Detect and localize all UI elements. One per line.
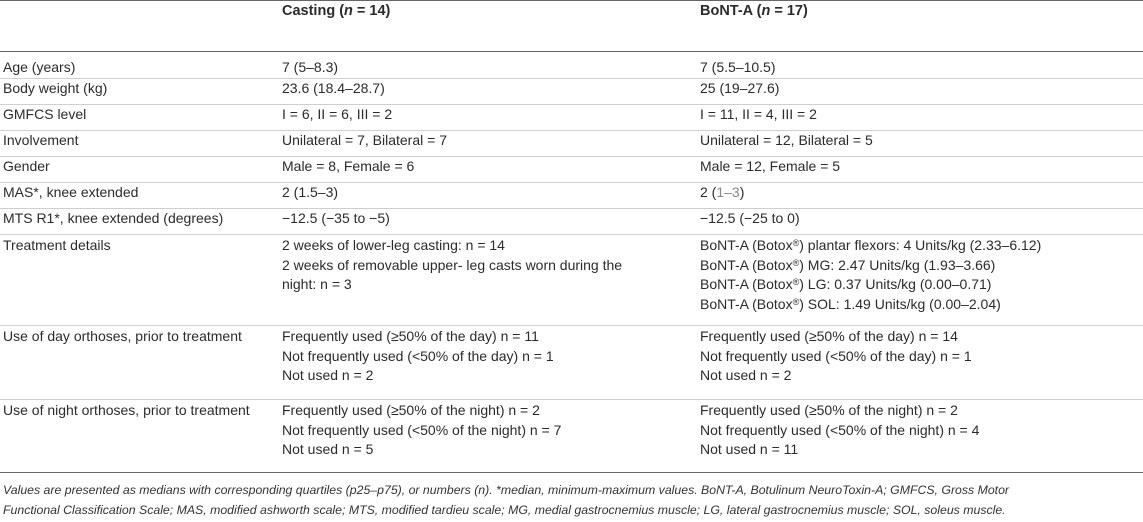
casting-value: 7 (5–8.3) [282,52,700,79]
bont-night-orthoses: Frequently used (≥50% of the night) n = 2 Not frequently used (<50% of the night) n = 4 Not used n = 11 [700,400,1143,473]
footnote-line: Values are presented as medians with corresponding quartiles (p25–p75), or numbers (n). *median, minimum-maximum values. BoNT-A, Botulinum NeuroToxin-A; GMFCS, Gross Motor [3,483,1010,497]
bont-value: 2 (1–3) [700,183,1143,209]
bont-value: I = 11, II = 4, III = 2 [700,105,1143,131]
table-row [0,79,1143,105]
footnote-line: Functional Classification Scale; MAS, modified ashworth scale; MTS, modified tardieu scale; MG, medial gastrocnemius muscle; LG, lateral gastrocnemius muscle; SOL, soleus muscle. [3,503,1006,517]
row-label: Involvement [0,131,282,157]
casting-value: −12.5 (−35 to −5) [282,209,700,235]
bont-value: Unilateral = 12, Bilateral = 5 [700,131,1143,157]
table-row [0,131,1143,157]
table-header-row [0,1,1143,52]
row-label: Body weight (kg) [0,79,282,105]
bont-day-orthoses: Frequently used (≥50% of the day) n = 14 Not frequently used (<50% of the day) n = 1 Not used n = 2 [700,326,1143,400]
table-row-treatment [0,235,1143,326]
bont-value: 25 (19–27.6) [700,79,1143,105]
row-label: MAS*, knee extended [0,183,282,209]
table-row [0,105,1143,131]
row-label: Use of day orthoses, prior to treatment [0,326,282,400]
header-casting: Casting (n = 14) [282,1,700,52]
bont-value: Male = 12, Female = 5 [700,157,1143,183]
casting-value: I = 6, II = 6, III = 2 [282,105,700,131]
row-label: Treatment details [0,235,282,326]
bont-value: −12.5 (−25 to 0) [700,209,1143,235]
header-label-col [0,1,282,52]
table-footnote [3,480,1141,520]
row-label: Age (years) [0,52,282,79]
casting-treatment: 2 weeks of lower-leg casting: n = 14 2 weeks of removable upper- leg casts worn during the night: n = 3 [282,235,700,326]
casting-night-orthoses: Frequently used (≥50% of the night) n = 2 Not frequently used (<50% of the night) n = 7 Not used n = 5 [282,400,700,473]
casting-day-orthoses: Frequently used (≥50% of the day) n = 11 Not frequently used (<50% of the day) n = 1 Not used n = 2 [282,326,700,400]
bont-treatment: BoNT-A (Botox®) plantar flexors: 4 Units/kg (2.33–6.12) BoNT-A (Botox®) MG: 2.47 Units/kg (1.93–3.66) BoNT-A (Botox®) LG: 0.37 Units/kg (0.00–0.71) BoNT-A (Botox®) SOL: 1.49 Units/kg (0.00–2.04) [700,235,1143,326]
table-row-day-orthoses [0,326,1143,400]
row-label: Gender [0,157,282,183]
table-row [0,157,1143,183]
header-bont: BoNT-A (n = 17) [700,1,1143,52]
casting-value: Male = 8, Female = 6 [282,157,700,183]
bont-value: 7 (5.5–10.5) [700,52,1143,79]
casting-value: 2 (1.5–3) [282,183,700,209]
table-row [0,52,1143,79]
row-label: GMFCS level [0,105,282,131]
table-row [0,209,1143,235]
table-row-night-orthoses [0,400,1143,473]
casting-value: Unilateral = 7, Bilateral = 7 [282,131,700,157]
row-label: MTS R1*, knee extended (degrees) [0,209,282,235]
casting-value: 23.6 (18.4–28.7) [282,79,700,105]
row-label: Use of night orthoses, prior to treatment [0,400,282,473]
table-row [0,183,1143,209]
